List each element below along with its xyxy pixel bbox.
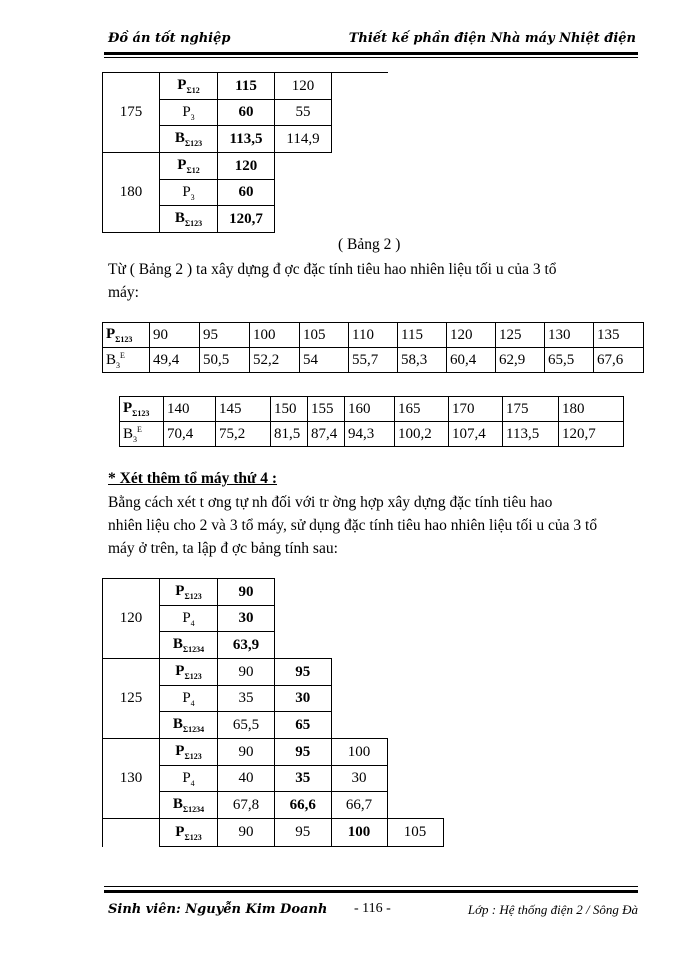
cell: 115 bbox=[218, 73, 275, 100]
empty-cell bbox=[275, 180, 332, 206]
cell: 66,7 bbox=[331, 792, 387, 819]
cell: 60 bbox=[218, 180, 275, 206]
row-label: $B_{\Sigma 1234}$ bbox=[160, 792, 218, 819]
empty-cell bbox=[331, 659, 387, 686]
cell: 120 bbox=[275, 73, 332, 100]
empty-cell bbox=[387, 739, 443, 766]
cell: 100,2 bbox=[395, 422, 449, 447]
row-label: $P_4$ bbox=[160, 606, 218, 632]
load-cell: 175 bbox=[103, 73, 160, 153]
cell: 67,6 bbox=[594, 348, 644, 373]
row-label: $B_{\Sigma 1234}$ bbox=[160, 712, 218, 739]
cell: 54 bbox=[300, 348, 349, 373]
cell: 100 bbox=[331, 819, 387, 847]
cell: 120,7 bbox=[559, 422, 624, 447]
cell: 95 bbox=[275, 819, 332, 847]
empty-cell bbox=[387, 686, 443, 712]
cell: 30 bbox=[218, 606, 275, 632]
cell: 58,3 bbox=[398, 348, 447, 373]
cell: 150 bbox=[271, 397, 308, 422]
cell: 65,5 bbox=[218, 712, 275, 739]
cell: 130 bbox=[545, 323, 594, 348]
row-label: $P_{\Sigma 12}$ bbox=[160, 73, 218, 100]
cell: 115 bbox=[398, 323, 447, 348]
cell: 30 bbox=[331, 766, 387, 792]
empty-cell bbox=[387, 606, 443, 632]
char-table-2 bbox=[119, 396, 624, 447]
section-title: * Xét thêm tổ máy thứ 4 : bbox=[108, 470, 278, 487]
cell: 30 bbox=[275, 686, 332, 712]
cell: 105 bbox=[300, 323, 349, 348]
empty-cell bbox=[387, 579, 443, 606]
cell: 75,2 bbox=[216, 422, 271, 447]
page-number: - 116 - bbox=[354, 901, 391, 916]
cell: 90 bbox=[150, 323, 200, 348]
row-label: $P_{\Sigma 123}$ bbox=[160, 739, 218, 766]
header-rule bbox=[104, 52, 638, 55]
footer-student: Sinh viên: Nguyễn Kim Doanh bbox=[108, 902, 328, 917]
empty-cell bbox=[332, 153, 389, 180]
row-label: $P_4$ bbox=[160, 686, 218, 712]
row-label: $B_3^E$ bbox=[120, 422, 164, 447]
empty-cell bbox=[332, 180, 389, 206]
cell: 113,5 bbox=[503, 422, 559, 447]
cell: 62,9 bbox=[496, 348, 545, 373]
table-row bbox=[103, 348, 644, 373]
paragraph-line: Bằng cách xét t ơng tự nh đối với tr ờng hợp xây dựng đặc tính tiêu hao bbox=[108, 494, 553, 511]
table-caption: ( Bảng 2 ) bbox=[338, 236, 401, 253]
cell: 120 bbox=[218, 153, 275, 180]
empty-cell bbox=[387, 659, 443, 686]
load-cell: 180 bbox=[103, 153, 160, 233]
cell: 60,4 bbox=[447, 348, 496, 373]
row-label: $B_{\Sigma 123}$ bbox=[160, 206, 218, 233]
empty-cell bbox=[387, 632, 443, 659]
cell: 155 bbox=[308, 397, 345, 422]
cell: 35 bbox=[218, 686, 275, 712]
cell: 63,9 bbox=[218, 632, 275, 659]
cell: 170 bbox=[449, 397, 503, 422]
cell: 90 bbox=[218, 819, 275, 847]
cell: 55,7 bbox=[349, 348, 398, 373]
char-table-1 bbox=[102, 322, 644, 373]
cell: 140 bbox=[164, 397, 216, 422]
empty-cell bbox=[331, 606, 387, 632]
cell: 125 bbox=[496, 323, 545, 348]
bottom-table bbox=[102, 578, 444, 847]
cell: 90 bbox=[218, 739, 275, 766]
row-label: $P_{\Sigma 123}$ bbox=[160, 659, 218, 686]
cell: 67,8 bbox=[218, 792, 275, 819]
cell: 100 bbox=[250, 323, 300, 348]
paragraph-line: máy ở trên, ta lập đ ợc bảng tính sau: bbox=[108, 540, 338, 557]
empty-cell bbox=[332, 206, 389, 233]
cell: 120 bbox=[447, 323, 496, 348]
cell: 120,7 bbox=[218, 206, 275, 233]
cell: 90 bbox=[218, 579, 275, 606]
top-table bbox=[102, 72, 388, 233]
row-label: $P_{\Sigma 123}$ bbox=[160, 579, 218, 606]
load-cell: 125 bbox=[103, 659, 160, 739]
cell: 60 bbox=[218, 100, 275, 126]
empty-cell bbox=[275, 206, 332, 233]
header-right: Thiết kế phần điện Nhà máy Nhiệt điện bbox=[348, 31, 636, 46]
row-label: $P_3$ bbox=[160, 100, 218, 126]
cell: 49,4 bbox=[150, 348, 200, 373]
cell: 95 bbox=[275, 659, 332, 686]
cell: 90 bbox=[218, 659, 275, 686]
paragraph-line: nhiên liệu cho 2 và 3 tổ máy, sử dụng đặc tính tiêu hao nhiên liệu tối u của 3 tổ bbox=[108, 517, 598, 534]
cell: 145 bbox=[216, 397, 271, 422]
row-label: $P_4$ bbox=[160, 766, 218, 792]
load-cell: 130 bbox=[103, 739, 160, 819]
footer-class: Lớp : Hệ thống điện 2 / Sông Đà bbox=[467, 902, 638, 917]
empty-cell bbox=[387, 766, 443, 792]
cell: 50,5 bbox=[200, 348, 250, 373]
row-label: $B_{\Sigma 1234}$ bbox=[160, 632, 218, 659]
header-left: Đồ án tốt nghiệp bbox=[108, 31, 231, 46]
cell: 175 bbox=[503, 397, 559, 422]
empty-cell bbox=[275, 632, 332, 659]
cell: 160 bbox=[345, 397, 395, 422]
cell: 94,3 bbox=[345, 422, 395, 447]
row-label: $P_3$ bbox=[160, 180, 218, 206]
table-row bbox=[103, 323, 644, 348]
cell: 113,5 bbox=[218, 126, 275, 153]
paragraph-line: máy: bbox=[108, 284, 139, 301]
empty-cell bbox=[331, 632, 387, 659]
cell: 95 bbox=[200, 323, 250, 348]
empty-cell bbox=[275, 606, 332, 632]
cell: 87,4 bbox=[308, 422, 345, 447]
load-cell: 120 bbox=[103, 579, 160, 659]
empty-cell bbox=[331, 686, 387, 712]
empty-cell bbox=[331, 712, 387, 739]
empty-cell bbox=[332, 100, 389, 126]
cell: 52,2 bbox=[250, 348, 300, 373]
cell: 81,5 bbox=[271, 422, 308, 447]
header-rule-thin bbox=[104, 57, 638, 58]
cell: 66,6 bbox=[275, 792, 332, 819]
cell: 100 bbox=[331, 739, 387, 766]
cell: 105 bbox=[387, 819, 443, 847]
empty-cell bbox=[387, 712, 443, 739]
cell: 110 bbox=[349, 323, 398, 348]
empty-cell bbox=[275, 579, 332, 606]
empty-cell bbox=[275, 153, 332, 180]
cell: 95 bbox=[275, 739, 332, 766]
cell: 180 bbox=[559, 397, 624, 422]
row-label: $B_3^E$ bbox=[103, 348, 150, 373]
row-label: $P_{\Sigma 123}$ bbox=[120, 397, 164, 422]
row-label: $P_{\Sigma 123}$ bbox=[160, 819, 218, 847]
cell: 55 bbox=[275, 100, 332, 126]
paragraph-line: Từ ( Bảng 2 ) ta xây dựng đ ợc đặc tính tiêu hao nhiên liệu tối u của 3 tổ bbox=[108, 261, 557, 278]
footer-rule bbox=[104, 890, 638, 893]
row-label: $P_{\Sigma 12}$ bbox=[160, 153, 218, 180]
row-label: $B_{\Sigma 123}$ bbox=[160, 126, 218, 153]
load-cell bbox=[103, 819, 160, 847]
cell: 65 bbox=[275, 712, 332, 739]
row-label: $P_{\Sigma 123}$ bbox=[103, 323, 150, 348]
empty-cell bbox=[331, 579, 387, 606]
footer-rule-thin bbox=[104, 886, 638, 887]
cell: 135 bbox=[594, 323, 644, 348]
cell: 70,4 bbox=[164, 422, 216, 447]
cell: 114,9 bbox=[275, 126, 332, 153]
empty-cell bbox=[387, 792, 443, 819]
cell: 107,4 bbox=[449, 422, 503, 447]
empty-cell bbox=[332, 73, 389, 100]
empty-cell bbox=[332, 126, 389, 153]
cell: 65,5 bbox=[545, 348, 594, 373]
cell: 35 bbox=[275, 766, 332, 792]
table-row bbox=[120, 397, 624, 422]
table-row bbox=[120, 422, 624, 447]
cell: 165 bbox=[395, 397, 449, 422]
cell: 40 bbox=[218, 766, 275, 792]
